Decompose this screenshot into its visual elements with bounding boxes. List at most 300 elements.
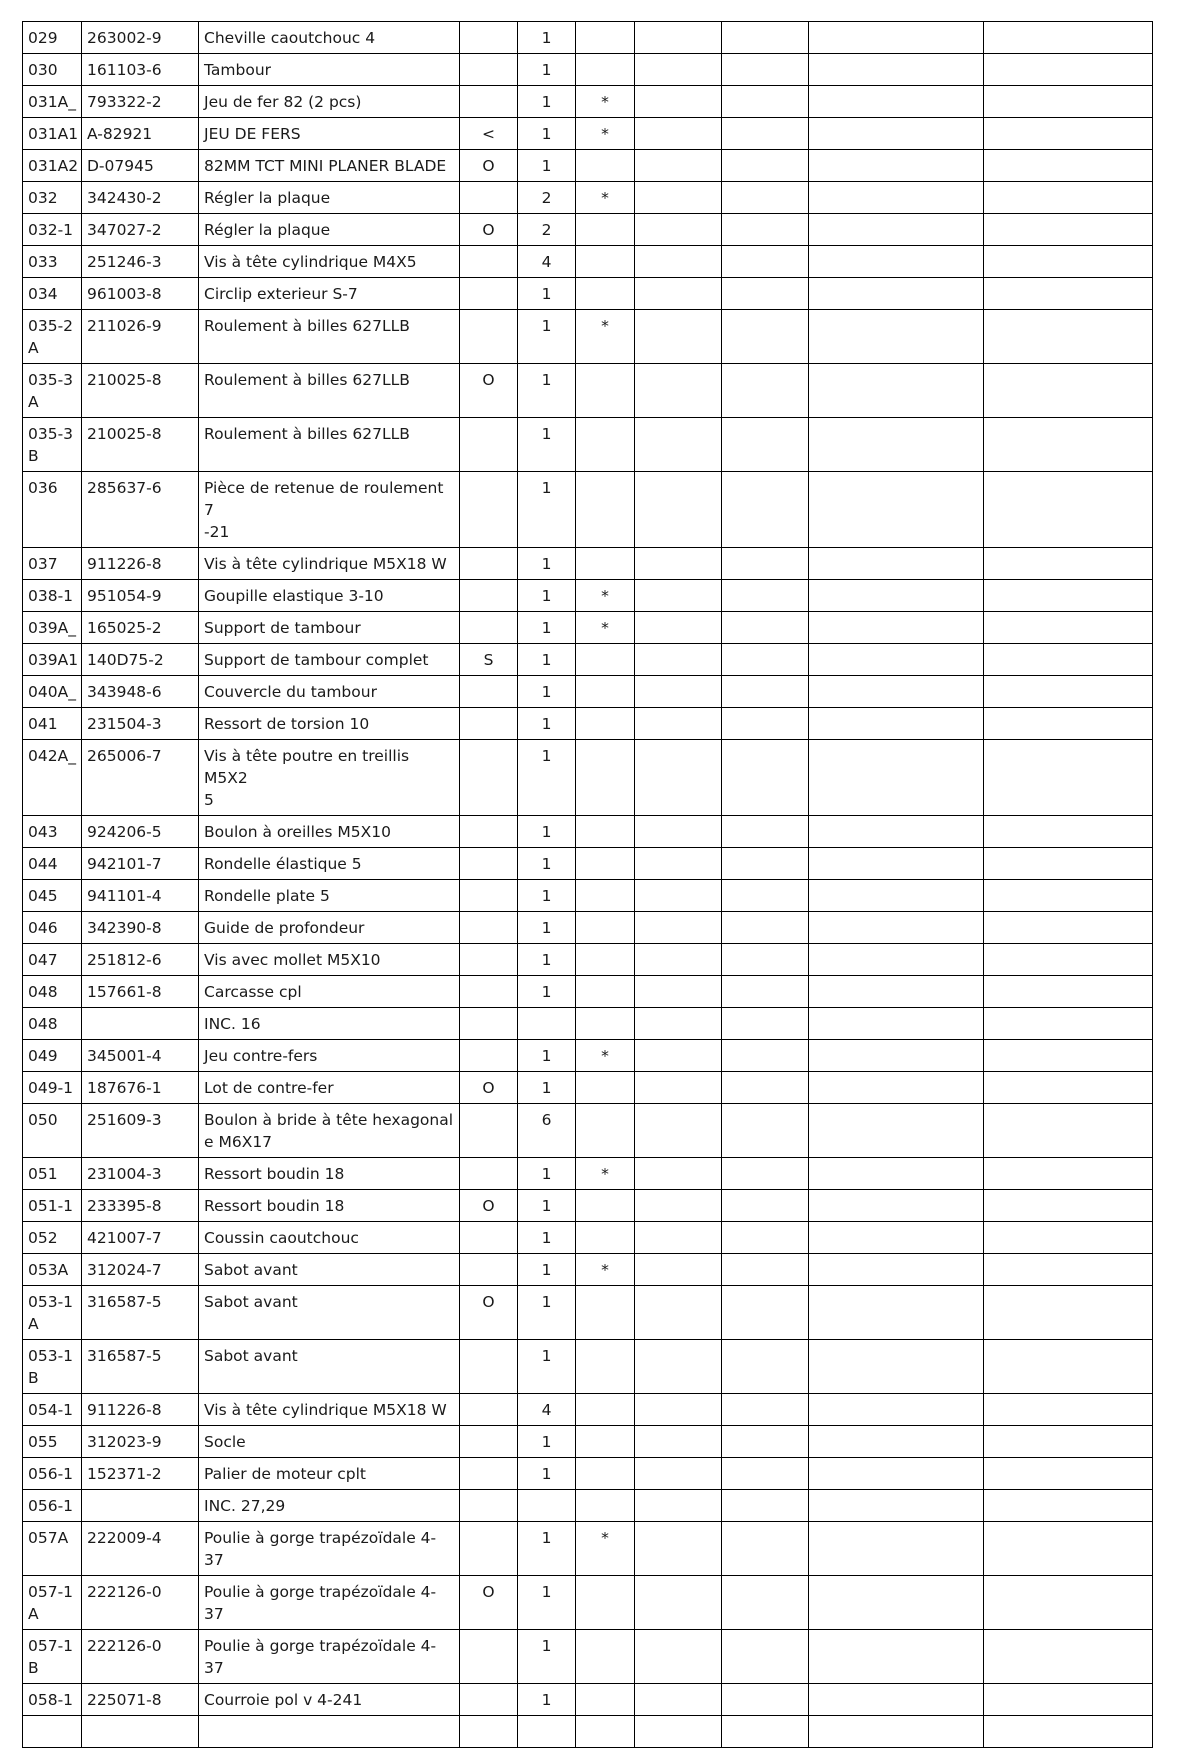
- parts-list-table: [22, 21, 1153, 1748]
- description-cell: Coussin caoutchouc: [199, 1222, 460, 1254]
- marker-cell: [576, 644, 635, 676]
- item-number-cell: 036: [23, 472, 82, 548]
- note-cell: [460, 944, 518, 976]
- marker-cell: [576, 1630, 635, 1684]
- empty-cell: [809, 1158, 984, 1190]
- empty-cell: [809, 1426, 984, 1458]
- empty-cell: [635, 880, 722, 912]
- empty-cell: [809, 1458, 984, 1490]
- description-cell: Palier de moteur cplt: [199, 1458, 460, 1490]
- empty-cell: [722, 1458, 809, 1490]
- marker-cell: *: [576, 1040, 635, 1072]
- marker-cell: [576, 472, 635, 548]
- part-number-cell: 187676-1: [82, 1072, 199, 1104]
- quantity-cell: 1: [518, 676, 576, 708]
- note-cell: [460, 278, 518, 310]
- marker-cell: [576, 364, 635, 418]
- note-cell: [460, 472, 518, 548]
- empty-cell: [984, 1222, 1153, 1254]
- empty-cell: [984, 1394, 1153, 1426]
- note-cell: [460, 1394, 518, 1426]
- item-number-cell: 048: [23, 976, 82, 1008]
- item-number-cell: 050: [23, 1104, 82, 1158]
- part-number-cell: 251812-6: [82, 944, 199, 976]
- empty-cell: [635, 1254, 722, 1286]
- note-cell: [460, 1426, 518, 1458]
- empty-cell: [984, 150, 1153, 182]
- empty-cell: [809, 1222, 984, 1254]
- note-cell: [460, 976, 518, 1008]
- item-number-cell: 049: [23, 1040, 82, 1072]
- empty-cell: [635, 1158, 722, 1190]
- item-number-cell: 056-1: [23, 1458, 82, 1490]
- table-row: [23, 1040, 1153, 1072]
- marker-cell: *: [576, 86, 635, 118]
- empty-cell: [809, 676, 984, 708]
- part-number-cell: 225071-8: [82, 1684, 199, 1716]
- quantity-cell: 1: [518, 1426, 576, 1458]
- table-row: [23, 118, 1153, 150]
- part-number-cell: 312024-7: [82, 1254, 199, 1286]
- note-cell: [460, 22, 518, 54]
- empty-cell: [809, 912, 984, 944]
- empty-cell: [984, 1630, 1153, 1684]
- note-cell: [460, 1254, 518, 1286]
- marker-cell: [576, 1394, 635, 1426]
- note-cell: [460, 880, 518, 912]
- item-number-cell: 045: [23, 880, 82, 912]
- empty-cell: [722, 54, 809, 86]
- empty-cell: [722, 1716, 809, 1748]
- part-number-cell: 316587-5: [82, 1340, 199, 1394]
- note-cell: [460, 580, 518, 612]
- quantity-cell: 1: [518, 740, 576, 816]
- note-cell: [460, 1158, 518, 1190]
- table-row: [23, 880, 1153, 912]
- item-number-cell: 030: [23, 54, 82, 86]
- empty-cell: [809, 1576, 984, 1630]
- empty-cell: [984, 676, 1153, 708]
- part-number-cell: 210025-8: [82, 418, 199, 472]
- empty-cell: [635, 612, 722, 644]
- table-row: [23, 912, 1153, 944]
- quantity-cell: 1: [518, 612, 576, 644]
- marker-cell: [576, 1286, 635, 1340]
- table-row: [23, 1222, 1153, 1254]
- empty-cell: [635, 150, 722, 182]
- marker-cell: [576, 880, 635, 912]
- empty-cell: [984, 1190, 1153, 1222]
- note-cell: [460, 912, 518, 944]
- empty-cell: [809, 976, 984, 1008]
- table-row: [23, 1104, 1153, 1158]
- marker-cell: *: [576, 182, 635, 214]
- part-number-cell: 161103-6: [82, 54, 199, 86]
- empty-cell: [984, 86, 1153, 118]
- empty-cell: [635, 1286, 722, 1340]
- description-cell: Couvercle du tambour: [199, 676, 460, 708]
- item-number-cell: 035-3 B: [23, 418, 82, 472]
- empty-cell: [809, 150, 984, 182]
- table-row: [23, 182, 1153, 214]
- empty-cell: [984, 1072, 1153, 1104]
- empty-cell: [809, 944, 984, 976]
- marker-cell: [576, 740, 635, 816]
- empty-cell: [809, 22, 984, 54]
- empty-cell: [809, 182, 984, 214]
- empty-cell: [984, 1490, 1153, 1522]
- marker-cell: [576, 676, 635, 708]
- item-number-cell: 029: [23, 22, 82, 54]
- part-number-cell: 421007-7: [82, 1222, 199, 1254]
- empty-cell: [984, 880, 1153, 912]
- empty-cell: [722, 418, 809, 472]
- empty-cell: [984, 1522, 1153, 1576]
- description-cell: Support de tambour: [199, 612, 460, 644]
- table-row: [23, 1254, 1153, 1286]
- empty-cell: [722, 1340, 809, 1394]
- empty-cell: [635, 676, 722, 708]
- empty-cell: [635, 912, 722, 944]
- description-cell: Vis à tête poutre en treillis M5X2 5: [199, 740, 460, 816]
- empty-cell: [809, 118, 984, 150]
- part-number-cell: 157661-8: [82, 976, 199, 1008]
- part-number-cell: 140D75-2: [82, 644, 199, 676]
- empty-cell: [722, 278, 809, 310]
- table-row: [23, 364, 1153, 418]
- empty-cell: [722, 1490, 809, 1522]
- empty-cell: [722, 310, 809, 364]
- table-row: [23, 816, 1153, 848]
- marker-cell: [576, 246, 635, 278]
- empty-cell: [722, 1190, 809, 1222]
- empty-cell: [635, 1008, 722, 1040]
- part-number-cell: 222126-0: [82, 1630, 199, 1684]
- marker-cell: *: [576, 612, 635, 644]
- empty-cell: [722, 740, 809, 816]
- note-cell: [460, 246, 518, 278]
- empty-cell: [984, 1286, 1153, 1340]
- empty-cell: [984, 278, 1153, 310]
- description-cell: Vis avec mollet M5X10: [199, 944, 460, 976]
- marker-cell: [576, 1426, 635, 1458]
- empty-cell: [984, 740, 1153, 816]
- empty-cell: [984, 708, 1153, 740]
- empty-cell: [722, 976, 809, 1008]
- empty-cell: [635, 1716, 722, 1748]
- description-cell: Tambour: [199, 54, 460, 86]
- marker-cell: [576, 150, 635, 182]
- empty-cell: [722, 676, 809, 708]
- empty-cell: [809, 1340, 984, 1394]
- quantity-cell: 1: [518, 1684, 576, 1716]
- table-row: [23, 848, 1153, 880]
- table-row: [23, 1190, 1153, 1222]
- empty-cell: [635, 1072, 722, 1104]
- description-cell: Cheville caoutchouc 4: [199, 22, 460, 54]
- item-number-cell: 039A_: [23, 612, 82, 644]
- quantity-cell: 1: [518, 816, 576, 848]
- quantity-cell: 1: [518, 1576, 576, 1630]
- empty-cell: [809, 1040, 984, 1072]
- empty-cell: [984, 1158, 1153, 1190]
- empty-cell: [809, 708, 984, 740]
- empty-cell: [722, 1426, 809, 1458]
- item-number-cell: 043: [23, 816, 82, 848]
- empty-cell: [984, 22, 1153, 54]
- description-cell: Sabot avant: [199, 1254, 460, 1286]
- note-cell: O: [460, 214, 518, 246]
- empty-cell: [984, 1040, 1153, 1072]
- empty-cell: [722, 364, 809, 418]
- empty-cell: [984, 1716, 1153, 1748]
- quantity-cell: 1: [518, 1286, 576, 1340]
- quantity-cell: 1: [518, 912, 576, 944]
- empty-cell: [635, 278, 722, 310]
- empty-cell: [635, 214, 722, 246]
- description-cell: JEU DE FERS: [199, 118, 460, 150]
- quantity-cell: 1: [518, 1158, 576, 1190]
- empty-cell: [984, 944, 1153, 976]
- part-number-cell: 793322-2: [82, 86, 199, 118]
- note-cell: [460, 612, 518, 644]
- marker-cell: [576, 1008, 635, 1040]
- empty-cell: [984, 54, 1153, 86]
- marker-cell: [576, 816, 635, 848]
- empty-cell: [635, 472, 722, 548]
- empty-cell: [984, 644, 1153, 676]
- empty-cell: [635, 118, 722, 150]
- item-number-cell: 039A1: [23, 644, 82, 676]
- description-cell: Socle: [199, 1426, 460, 1458]
- table-row: [23, 1490, 1153, 1522]
- quantity-cell: 1: [518, 880, 576, 912]
- part-number-cell: 924206-5: [82, 816, 199, 848]
- note-cell: [460, 86, 518, 118]
- table-row: [23, 1008, 1153, 1040]
- part-number-cell: 211026-9: [82, 310, 199, 364]
- description-cell: Boulon à bride à tête hexagonal e M6X17: [199, 1104, 460, 1158]
- empty-cell: [809, 612, 984, 644]
- empty-cell: [722, 182, 809, 214]
- parts-list-body: [23, 22, 1153, 1748]
- marker-cell: [576, 418, 635, 472]
- part-number-cell: 343948-6: [82, 676, 199, 708]
- item-number-cell: 031A1: [23, 118, 82, 150]
- part-number-cell: 347027-2: [82, 214, 199, 246]
- marker-cell: [576, 708, 635, 740]
- part-number-cell: 233395-8: [82, 1190, 199, 1222]
- table-row: [23, 612, 1153, 644]
- quantity-cell: [518, 1490, 576, 1522]
- table-row: [23, 676, 1153, 708]
- empty-cell: [984, 1340, 1153, 1394]
- item-number-cell: 053-1 B: [23, 1340, 82, 1394]
- description-cell: INC. 16: [199, 1008, 460, 1040]
- description-cell: Régler la plaque: [199, 214, 460, 246]
- empty-cell: [984, 816, 1153, 848]
- description-cell: Guide de profondeur: [199, 912, 460, 944]
- table-row: [23, 150, 1153, 182]
- empty-cell: [635, 1684, 722, 1716]
- empty-cell: [722, 1254, 809, 1286]
- note-cell: [460, 1716, 518, 1748]
- table-row: [23, 310, 1153, 364]
- empty-cell: [809, 848, 984, 880]
- note-cell: O: [460, 364, 518, 418]
- note-cell: [460, 1104, 518, 1158]
- marker-cell: [576, 848, 635, 880]
- empty-cell: [722, 118, 809, 150]
- quantity-cell: 4: [518, 1394, 576, 1426]
- empty-cell: [809, 1072, 984, 1104]
- description-cell: Rondelle élastique 5: [199, 848, 460, 880]
- empty-cell: [722, 472, 809, 548]
- empty-cell: [635, 944, 722, 976]
- table-row: [23, 580, 1153, 612]
- empty-cell: [635, 580, 722, 612]
- empty-cell: [809, 1490, 984, 1522]
- quantity-cell: 1: [518, 580, 576, 612]
- table-row: [23, 644, 1153, 676]
- empty-cell: [722, 1394, 809, 1426]
- table-row: [23, 278, 1153, 310]
- quantity-cell: 1: [518, 1522, 576, 1576]
- part-number-cell: 312023-9: [82, 1426, 199, 1458]
- table-row: [23, 1072, 1153, 1104]
- marker-cell: [576, 278, 635, 310]
- quantity-cell: 1: [518, 1222, 576, 1254]
- table-row: [23, 1426, 1153, 1458]
- part-number-cell: 911226-8: [82, 548, 199, 580]
- marker-cell: [576, 944, 635, 976]
- empty-cell: [984, 1684, 1153, 1716]
- table-row: [23, 246, 1153, 278]
- quantity-cell: 1: [518, 22, 576, 54]
- empty-cell: [984, 612, 1153, 644]
- description-cell: Sabot avant: [199, 1340, 460, 1394]
- description-cell: Roulement à billes 627LLB: [199, 310, 460, 364]
- quantity-cell: 1: [518, 548, 576, 580]
- empty-cell: [722, 1522, 809, 1576]
- marker-cell: *: [576, 118, 635, 150]
- empty-cell: [809, 1254, 984, 1286]
- empty-cell: [984, 418, 1153, 472]
- quantity-cell: 1: [518, 1190, 576, 1222]
- empty-cell: [809, 1394, 984, 1426]
- empty-cell: [635, 1394, 722, 1426]
- part-number-cell: [82, 1490, 199, 1522]
- item-number-cell: 035-2 A: [23, 310, 82, 364]
- empty-cell: [635, 1222, 722, 1254]
- table-row: [23, 708, 1153, 740]
- empty-cell: [809, 1008, 984, 1040]
- note-cell: [460, 1222, 518, 1254]
- part-number-cell: 210025-8: [82, 364, 199, 418]
- marker-cell: *: [576, 1158, 635, 1190]
- part-number-cell: 265006-7: [82, 740, 199, 816]
- empty-cell: [635, 364, 722, 418]
- empty-cell: [635, 310, 722, 364]
- description-cell: Rondelle plate 5: [199, 880, 460, 912]
- quantity-cell: 1: [518, 1458, 576, 1490]
- empty-cell: [635, 1426, 722, 1458]
- note-cell: [460, 1008, 518, 1040]
- empty-cell: [722, 1008, 809, 1040]
- table-row: [23, 1158, 1153, 1190]
- part-number-cell: [82, 1716, 199, 1748]
- empty-cell: [809, 54, 984, 86]
- quantity-cell: 1: [518, 364, 576, 418]
- quantity-cell: 6: [518, 1104, 576, 1158]
- item-number-cell: [23, 1716, 82, 1748]
- empty-cell: [722, 1576, 809, 1630]
- marker-cell: *: [576, 1522, 635, 1576]
- empty-cell: [809, 1190, 984, 1222]
- table-row: [23, 1394, 1153, 1426]
- quantity-cell: 2: [518, 182, 576, 214]
- quantity-cell: 1: [518, 54, 576, 86]
- quantity-cell: [518, 1008, 576, 1040]
- note-cell: [460, 418, 518, 472]
- part-number-cell: 342430-2: [82, 182, 199, 214]
- table-row: [23, 86, 1153, 118]
- table-row: [23, 1684, 1153, 1716]
- description-cell: Support de tambour complet: [199, 644, 460, 676]
- quantity-cell: 1: [518, 150, 576, 182]
- empty-cell: [809, 1630, 984, 1684]
- empty-cell: [635, 54, 722, 86]
- empty-cell: [635, 1458, 722, 1490]
- description-cell: Poulie à gorge trapézoïdale 4-37: [199, 1576, 460, 1630]
- empty-cell: [635, 1340, 722, 1394]
- empty-cell: [722, 580, 809, 612]
- part-number-cell: 942101-7: [82, 848, 199, 880]
- empty-cell: [722, 246, 809, 278]
- table-row: [23, 1630, 1153, 1684]
- marker-cell: [576, 1716, 635, 1748]
- note-cell: [460, 676, 518, 708]
- description-cell: INC. 27,29: [199, 1490, 460, 1522]
- empty-cell: [722, 1684, 809, 1716]
- part-number-cell: A-82921: [82, 118, 199, 150]
- description-cell: 82MM TCT MINI PLANER BLADE: [199, 150, 460, 182]
- empty-cell: [635, 418, 722, 472]
- part-number-cell: 165025-2: [82, 612, 199, 644]
- description-cell: Vis à tête cylindrique M5X18 W: [199, 1394, 460, 1426]
- item-number-cell: 056-1: [23, 1490, 82, 1522]
- quantity-cell: 1: [518, 1254, 576, 1286]
- empty-cell: [809, 1716, 984, 1748]
- description-cell: Roulement à billes 627LLB: [199, 364, 460, 418]
- quantity-cell: [518, 1716, 576, 1748]
- note-cell: S: [460, 644, 518, 676]
- description-cell: Vis à tête cylindrique M4X5: [199, 246, 460, 278]
- marker-cell: *: [576, 580, 635, 612]
- table-row: [23, 1340, 1153, 1394]
- empty-cell: [722, 1040, 809, 1072]
- note-cell: <: [460, 118, 518, 150]
- item-number-cell: 032: [23, 182, 82, 214]
- empty-cell: [722, 548, 809, 580]
- item-number-cell: 031A_: [23, 86, 82, 118]
- description-cell: Poulie à gorge trapézoïdale 4-37: [199, 1630, 460, 1684]
- table-row: [23, 472, 1153, 548]
- description-cell: Jeu contre-fers: [199, 1040, 460, 1072]
- note-cell: [460, 848, 518, 880]
- empty-cell: [984, 1426, 1153, 1458]
- part-number-cell: 961003-8: [82, 278, 199, 310]
